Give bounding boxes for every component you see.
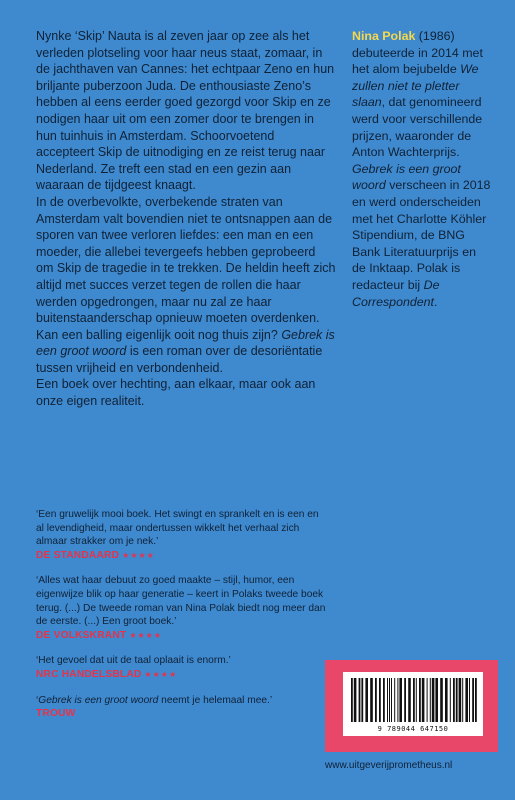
- barcode-bar: [419, 678, 421, 722]
- barcode-bar: [430, 678, 431, 722]
- author-bio-text: , dat genomineerd werd voor verschillende prijzen, waaronder de Anton Wachterprijs.: [352, 95, 483, 160]
- author-bio-text: verscheen in 2018 en werd onderscheiden met het Charlotte Köhler Stipendium, de BNG Bank Literatuurprijs en de Inktaap. Polak is redacteur bij: [352, 178, 491, 292]
- barcode: [325, 660, 498, 752]
- barcode-bar: [472, 678, 474, 722]
- quote-text: ‘Gebrek is een groot woord neemt je helemaal mee.’: [36, 694, 273, 706]
- barcode-bar: [399, 678, 402, 722]
- quote-item: [36, 694, 326, 721]
- barcode-bar: [387, 678, 388, 722]
- debut-title: We zullen niet te pletter slaan: [352, 62, 479, 110]
- barcode-bar: [462, 678, 463, 722]
- quote-text: ‘Het gevoel dat uit de taal oplaait is enorm.’: [36, 655, 231, 667]
- barcode-bar: [440, 678, 443, 722]
- blurb-text: is een roman over de desoriëntatie tussen vrijheid en verbondenheid.: [36, 344, 323, 375]
- blurb-paragraph-1: [36, 28, 336, 194]
- barcode-bar: [456, 678, 458, 722]
- barcode-bar: [453, 678, 455, 722]
- publisher-url: www.uitgeverijprometheus.nl: [325, 760, 453, 771]
- book-title: Gebrek is een groot woord: [352, 161, 461, 193]
- author-bio: [352, 28, 492, 310]
- book-title: Gebrek is een groot woord: [36, 327, 335, 359]
- barcode-bar: [394, 678, 395, 722]
- barcode-bar: [465, 678, 468, 722]
- quote-source: DE STANDAARD: [36, 549, 120, 561]
- barcode-bar: [365, 678, 368, 722]
- blurb-paragraph-2: [36, 194, 336, 377]
- barcode-bar: [354, 678, 357, 722]
- barcode-bar: [391, 678, 392, 722]
- barcode-bars: [349, 678, 477, 722]
- book-title: Gebrek is een groot woord: [38, 694, 159, 706]
- barcode-bar: [432, 678, 435, 722]
- quote-item: [36, 508, 326, 562]
- barcode-bar: [359, 678, 361, 722]
- barcode-bar: [413, 678, 415, 722]
- barcode-bar: [379, 678, 381, 722]
- barcode-bar: [416, 678, 417, 722]
- author-name: Nina Polak: [352, 29, 416, 43]
- quote-text: ‘Een gruwelijk mooi boek. Het swingt en sprankelt en is een en al levendigheid, maar ondertussen wikkelt het verhaal zich almaar strakker om je nek.’: [36, 509, 319, 548]
- quote-item: [36, 574, 326, 642]
- barcode-bar: [397, 678, 398, 722]
- barcode-bar: [361, 678, 363, 722]
- barcode-bar: [450, 678, 451, 722]
- barcode-bar: [475, 678, 477, 722]
- quote-text: ‘Alles wat haar debuut zo goed maakte – stijl, humor, een eigenwijze blik op haar generatie – keert in Polaks tweede boek terug. (...) De tweede roman van Nina Polak biedt nog meer dan de eerste. (...) Een groot boek.’: [36, 575, 326, 628]
- barcode-bar: [351, 678, 353, 722]
- barcode-bar: [370, 678, 373, 722]
- quote-source: NRC HANDELSBLAD: [36, 668, 142, 680]
- author-bio-text: (1986) debuteerde in 2014 met het alom bejubelde: [352, 29, 483, 77]
- barcode-bar: [389, 678, 390, 722]
- barcode-label: [343, 672, 483, 736]
- blurb-text: Een boek over hechting, aan elkaar, maar ook aan onze eigen realiteit.: [36, 377, 316, 409]
- rating-stars: ★★★★: [129, 630, 163, 640]
- barcode-bar: [427, 678, 428, 722]
- barcode-bar: [469, 678, 470, 722]
- blurb-paragraph-3: [36, 376, 336, 409]
- quote-item: [36, 654, 326, 681]
- author-bio-text: .: [433, 294, 438, 309]
- review-quotes: [36, 508, 326, 733]
- barcode-bar: [375, 678, 377, 722]
- isbn-number: 9 789044 647150: [377, 725, 449, 733]
- barcode-bar: [435, 678, 438, 722]
- blurb-text: In de overbevolkte, overbekende straten van Amsterdam valt bovendien niet te ontsnappen aan de sporen van twee verloren liefdes: een man en een moeder, die allebei tevergeefs hebben geprobeerd om Skip de tragedie in te trekken. De heldin heeft zich altijd met succes verzet tegen de rollen die haar werden opgedrongen, maar nu zal ze haar buitenstaanderschap opnieuw moeten overdenken. Kan een balling eigenlijk ooit nog thuis zijn?: [36, 194, 336, 342]
- publication-name: De Correspondent: [352, 277, 440, 309]
- barcode-bar: [459, 678, 462, 722]
- blurb-text: Nynke ‘Skip’ Nauta is al zeven jaar op zee als het verleden plotseling voor haar neus staat, zomaar, in de jachthaven van Cannes: het echtpaar Zeno en hun briljante puberzoon Juda. De enthousiaste Zeno’s hebben al eens eerder goed gezorgd voor Skip en ze nodigen haar uit om een zomer door te brengen in hun tuinhuis in Amsterdam. Schoorvoetend accepteert Skip de uitnodiging en ze reist terug naar Nederland. Ze treft een stad en een gezin aan waaraan de tijdgeest knaagt.: [36, 29, 335, 193]
- rating-stars: ★★★★: [144, 669, 178, 679]
- quote-source: TROUW: [36, 708, 76, 720]
- barcode-bar: [404, 678, 406, 722]
- quote-source: DE VOLKSKRANT: [36, 629, 127, 641]
- barcode-bar: [422, 678, 425, 722]
- rating-stars: ★★★★: [122, 550, 155, 560]
- back-cover-blurb: [36, 28, 336, 410]
- barcode-bar: [408, 678, 411, 722]
- barcode-bar: [445, 678, 448, 722]
- barcode-bar: [383, 678, 385, 722]
